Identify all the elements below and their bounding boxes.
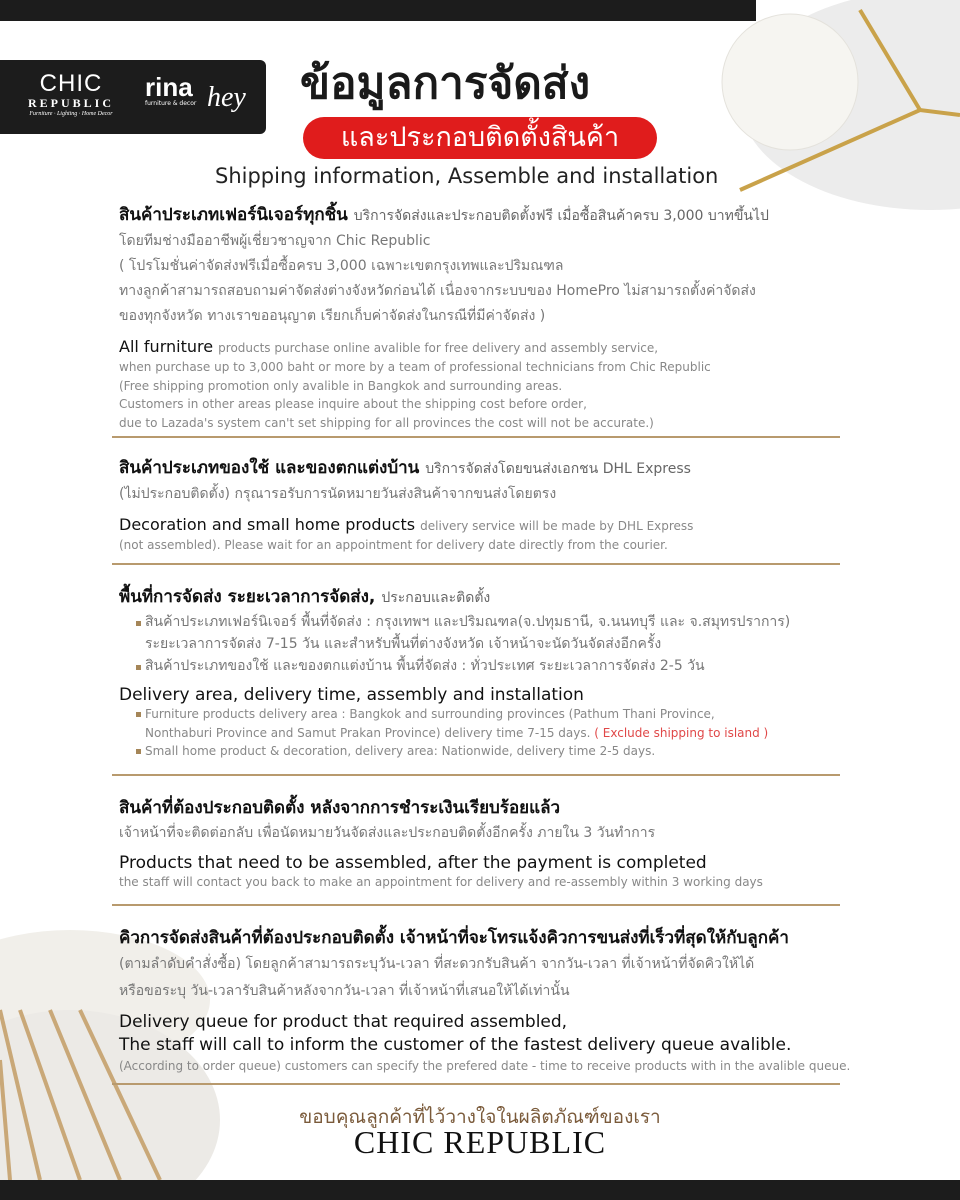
english-heading: Decoration and small home products delivery service will be made by DHL Express <box>119 515 694 534</box>
english-text: due to Lazada's system can't set shipping for all provinces the cost will not be accurate.) <box>119 415 654 430</box>
footer-brand: CHIC REPUBLIC <box>353 1124 607 1160</box>
divider <box>112 1083 840 1085</box>
divider <box>112 563 840 565</box>
section-delivery-area <box>119 584 879 761</box>
logo-tagline: furniture & decor <box>145 100 197 107</box>
bullet-item: สินค้าประเภทเฟอร์นิเจอร์ พื้นที่จัดส่ง : กรุงเทพฯ และปริมณฑล(จ.ปทุมธานี, จ.นนทบุรี และ จ.สมุทรปราการ) <box>119 611 879 633</box>
page-subtitle: Shipping information, Assemble and installation <box>215 164 719 188</box>
thank-you-text: ขอบคุณลูกค้าที่ไว้วางใจในผลิตภัณฑ์ของเรา <box>299 1106 661 1128</box>
english-heading: Delivery area, delivery time, assembly and installation <box>119 685 584 705</box>
english-heading: All furniture products purchase online avalible for free delivery and assembly service, <box>119 337 659 356</box>
section-queue <box>119 925 879 1076</box>
rina-hey-logo <box>145 72 246 113</box>
section-decoration <box>119 455 879 555</box>
bullet-item: Furniture products delivery area : Bangkok and surrounding provinces (Pathum Thani Province, <box>119 705 879 724</box>
page-title: ข้อมูลการจัดส่ง <box>300 58 591 109</box>
english-heading: Products that need to be assembled, after the payment is completed <box>119 853 707 873</box>
english-text: the staff will contact you back to make an appointment for delivery and re-assembly within 3 working days <box>119 875 763 889</box>
top-bar <box>0 0 756 21</box>
section-heading: สินค้าที่ต้องประกอบติดตั้ง หลังจากการชำระเงินเรียบร้อยแล้ว <box>119 798 561 818</box>
bullet-continuation: Nonthaburi Province and Samut Prakan Province) delivery time 7-15 days. ( Exclude shipping to island ) <box>145 725 769 740</box>
exclusion-note: ( Exclude shipping to island ) <box>594 725 769 740</box>
brand-logos <box>0 60 266 134</box>
bottom-bar <box>0 1180 960 1200</box>
section-assembly <box>119 795 879 892</box>
title-pill: และประกอบติดตั้งสินค้า <box>303 117 657 159</box>
logo-text: rina <box>145 72 193 102</box>
body-text: หรือขอระบุ วัน-เวลารับสินค้าหลังจากวัน-เวลา ที่เจ้าหน้าที่เสนอให้ได้เท่านั้น <box>119 983 570 999</box>
logo-tagline: Furniture · Lighting · Home Decor <box>29 111 113 117</box>
chic-republic-logo <box>28 72 114 117</box>
bullet-item: Small home product & decoration, delivery area: Nationwide, delivery time 2-5 days. <box>119 742 879 761</box>
divider <box>112 436 840 438</box>
body-text: ( โปรโมชั่นค่าจัดส่งฟรีเมื่อซื้อครบ 3,000 เฉพาะเขตกรุงเทพและปริมณฑล <box>119 258 564 274</box>
body-text: โดยทีมช่างมืออาชีพผู้เชี่ยวชาญจาก Chic Republic <box>119 233 431 249</box>
body-text: (ตามลำดับคำสั่งซื้อ) โดยลูกค้าสามารถระบุวัน-เวลา ที่สะดวกรับสินค้า จากวัน-เวลา ที่เจ้าหน้าที่จัดคิวให้ได้ <box>119 956 755 972</box>
logo-text: CHIC <box>39 70 103 97</box>
lamp-globe-decoration <box>722 14 858 150</box>
divider <box>112 774 840 776</box>
bullet-continuation: ระยะเวลาการจัดส่ง 7-15 วัน และสำหรับพื้นที่ต่างจังหวัด เจ้าหน้าจะนัดวันจัดส่งอีกครั้ง <box>145 636 662 652</box>
english-text: (According to order queue) customers can specify the prefered date - time to receive products with in the avalible queue. <box>119 1059 851 1073</box>
body-text: (ไม่ประกอบติดตั้ง) กรุณารอรับการนัดหมายวันส่งสินค้าจากขนส่งโดยตรง <box>119 486 557 502</box>
section-heading: สินค้าประเภทของใช้ และของตกแต่งบ้าน บริการจัดส่งโดยขนส่งเอกชน DHL Express <box>119 458 691 478</box>
section-furniture <box>119 202 879 432</box>
section-heading: คิวการจัดส่งสินค้าที่ต้องประกอบติดตั้ง เจ้าหน้าที่จะโทรแจ้งคิวการขนส่งที่เร็วที่สุดให้กับลูกค้า <box>119 928 789 948</box>
body-text: ของทุกจังหวัด ทางเราขออนุญาต เรียกเก็บค่าจัดส่งในกรณีที่มีค่าจัดส่ง ) <box>119 308 546 324</box>
section-heading: สินค้าประเภทเฟอร์นิเจอร์ทุกชิ้น บริการจัดส่งและประกอบติดตั้งฟรี เมื่อซื้อสินค้าครบ 3,000 บาทขึ้นไป <box>119 205 769 225</box>
english-text: (not assembled). Please wait for an appointment for delivery date directly from the courier. <box>119 538 668 552</box>
bullet-item: สินค้าประเภทของใช้ และของตกแต่งบ้าน พื้นที่จัดส่ง : ทั่วประเทศ ระยะเวลาการจัดส่ง 2-5 วัน <box>119 655 879 677</box>
english-text: Customers in other areas please inquire about the shipping cost before order, <box>119 397 587 411</box>
english-text: when purchase up to 3,000 baht or more by a team of professional technicians from Chic Republic <box>119 360 711 374</box>
body-text: ทางลูกค้าสามารถสอบถามค่าจัดส่งต่างจังหวัดก่อนได้ เนื่องจากระบบของ HomePro ไม่สามารถตั้งค่าจัดส่ง <box>119 283 756 299</box>
english-heading: The staff will call to inform the customer of the fastest delivery queue avalible. <box>119 1035 792 1055</box>
body-text: เจ้าหน้าที่จะติดต่อกลับ เพื่อนัดหมายวันจัดส่งและประกอบติดตั้งอีกครั้ง ภายใน 3 วันทำการ <box>119 825 656 841</box>
divider <box>112 904 840 906</box>
logo-text: REPUBLIC <box>28 96 115 110</box>
english-text: (Free shipping promotion only avalible in Bangkok and surrounding areas. <box>119 378 563 393</box>
section-heading: พื้นที่การจัดส่ง ระยะเวลาการจัดส่ง, ประกอบและติดตั้ง <box>119 587 491 607</box>
logo-script: hey <box>207 82 246 113</box>
english-heading: Delivery queue for product that required assembled, <box>119 1012 568 1032</box>
